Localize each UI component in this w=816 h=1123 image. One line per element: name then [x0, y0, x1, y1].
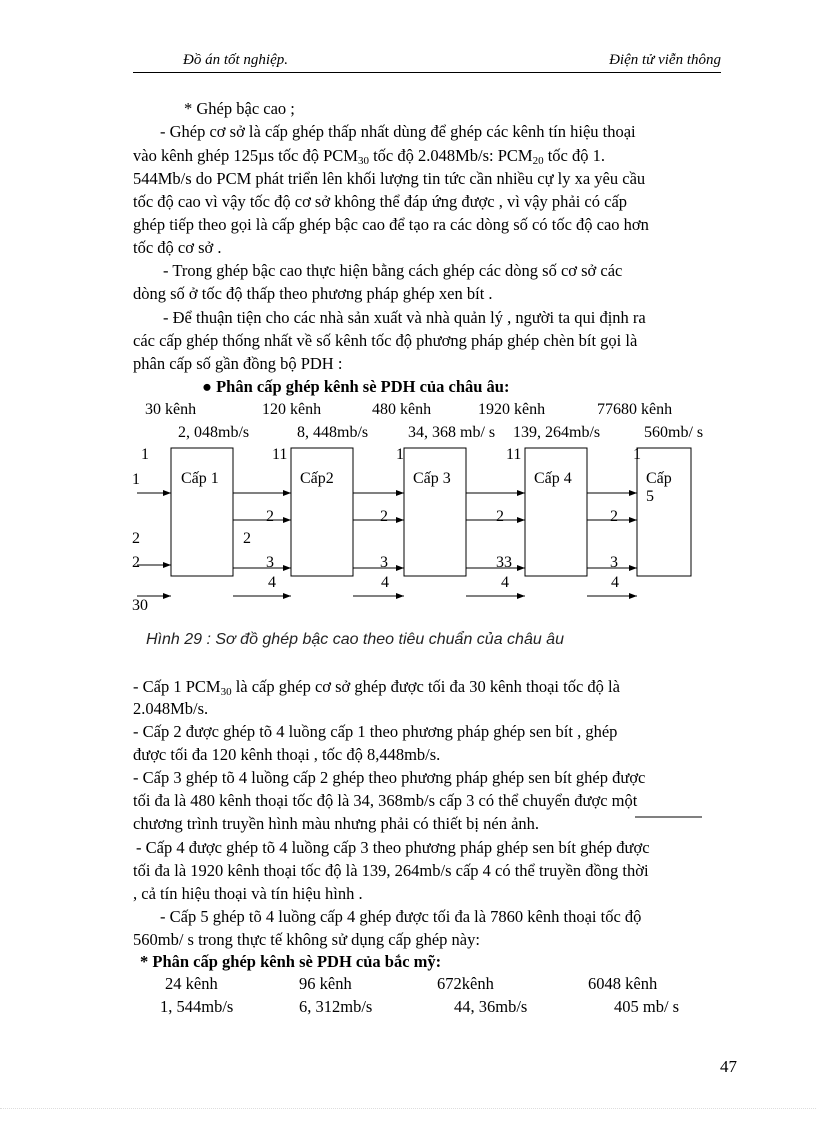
stream-label: 4: [611, 574, 619, 591]
paragraph-line: tối đa là 1920 kênh thoại tốc độ là 139, 264mb/s cấp 4 có thể truyền đồng thời: [133, 861, 649, 880]
stream-label: 11: [506, 446, 522, 463]
us-channel: 6048 kênh: [588, 974, 658, 993]
rate-label: 560mb/ s: [644, 424, 704, 441]
stream-label: 3: [380, 554, 388, 571]
paragraph-line: - Cấp 5 ghép tõ 4 luồng cấp 4 ghép được tối đa là 7860 kênh thoại tốc độ: [160, 907, 642, 926]
stream-label: 3: [266, 554, 274, 571]
channel-label: 77680 kênh: [597, 401, 673, 418]
stream-label: 4: [501, 574, 509, 591]
level-box-label: Cấp 1: [181, 470, 219, 487]
paragraph-line: vào kênh ghép 125µs tốc độ $PCM_{30}$ tốc độ 2.048Mb/s: $PCM_{20}$ tốc độ 1.: [133, 146, 606, 167]
paragraph-line: 2.048Mb/s.: [133, 699, 209, 718]
paragraph-line: dòng số ở tốc độ thấp theo phương pháp ghép xen bít .: [133, 284, 493, 303]
paragraph-line: - Để thuận tiện cho các nhà sản xuất và nhà quản lý , người ta qui định ra: [163, 308, 646, 327]
stream-label: 2: [266, 508, 274, 525]
paragraph-line: - Cấp 4 được ghép tõ 4 luồng cấp 3 theo phương pháp ghép sen bít ghép được: [136, 838, 650, 857]
figure-caption: Hình 29 : Sơ đồ ghép bậc cao theo tiêu chuẩn của châu âu: [146, 631, 564, 648]
paragraph-line: ghép tiếp theo gọi là cấp ghép bậc cao để tạo ra các dòng số có tốc độ cao hơn: [133, 215, 649, 234]
input-label: 30: [132, 597, 148, 614]
us-channel: 672kênh: [437, 974, 494, 993]
channel-label: 1920 kênh: [478, 401, 546, 418]
rate-label: 34, 368 mb/ s: [408, 424, 496, 441]
stream-label: 4: [268, 574, 276, 591]
us-channel: 24 kênh: [165, 974, 218, 993]
us-hierarchy-title: * Phân cấp ghép kênh sè PDH của bắc mỹ:: [140, 952, 442, 971]
paragraph-line: các cấp ghép thống nhất về số kênh tốc độ phương pháp ghép chèn bít gọi là: [133, 331, 638, 350]
rate-label: 139, 264mb/s: [513, 424, 601, 441]
level-box-label: Cấp 3: [413, 470, 451, 487]
level-box-label: Cấp2: [300, 470, 334, 487]
stream-label: 4: [381, 574, 389, 591]
section-heading: * Ghép bậc cao ;: [184, 99, 295, 118]
paragraph-line: 544Mb/s do PCM phát triển lên khối lượng tin tức cần nhiều cự ly xa yêu cầu: [133, 169, 646, 188]
page-number: 47: [720, 1057, 737, 1076]
stream-label: 2: [496, 508, 504, 525]
paragraph-line: phân cấp số gần đồng bộ PDH :: [133, 354, 343, 373]
rate-label: 8, 448mb/s: [297, 424, 369, 441]
stream-label: 2: [380, 508, 388, 525]
input-label: 2: [132, 554, 140, 571]
stream-label: 3: [610, 554, 618, 571]
stream-label: 11: [272, 446, 288, 463]
level-box-3: [404, 448, 466, 576]
level-box-1: [171, 448, 233, 576]
paragraph-line: 560mb/ s trong thực tế không sử dụng cấp ghép này:: [133, 930, 480, 949]
stream-label: 33: [496, 554, 512, 571]
level-box-2: [291, 448, 353, 576]
stream-label: 1: [633, 446, 641, 463]
rate-label: 2, 048mb/s: [178, 424, 250, 441]
level-box-label: Cấp: [646, 470, 672, 487]
input-label: 1: [141, 446, 149, 463]
level-box-5: [637, 448, 691, 576]
paragraph-line: tốc độ cao vì vậy tốc độ cơ sở không thể đáp ứng được , vì vậy phải có cấp: [133, 192, 628, 211]
paragraph-line: tối đa là 480 kênh thoại tốc độ là 34, 368mb/s cấp 3 có thể chuyển được một: [133, 791, 638, 810]
level-box-4: [525, 448, 587, 576]
paragraph-line: - Trong ghép bậc cao thực hiện bằng cách ghép các dòng số cơ sở các: [163, 261, 623, 280]
paragraph-line: tốc độ cơ sở .: [133, 238, 222, 257]
channel-label: 480 kênh: [372, 401, 432, 418]
us-rate: 44, 36mb/s: [454, 997, 528, 1016]
level-box-label: Cấp 4: [534, 470, 572, 487]
paragraph-line: - Cấp 1 $PCM_{30}$ là cấp ghép cơ sở ghép được tối đa 30 kênh thoại tốc độ là: [133, 677, 620, 698]
level-box-label: 5: [646, 488, 654, 505]
us-rate: 1, 544mb/s: [160, 997, 234, 1016]
paragraph-line: chương trình truyền hình màu nhưng phải có thiết bị nén ảnh.: [133, 814, 540, 833]
eu-hierarchy-title: ● Phân cấp ghép kênh sè PDH của châu âu:: [202, 377, 510, 396]
input-label: 2: [243, 530, 251, 547]
paragraph-line: được tối đa 120 kênh thoại , tốc độ 8,448mb/s.: [133, 745, 441, 764]
paragraph-line: , cả tín hiệu thoại và tín hiệu hình .: [133, 884, 363, 903]
input-label: 2: [132, 530, 140, 547]
us-rate: 405 mb/ s: [614, 997, 680, 1016]
stream-label: 1: [396, 446, 404, 463]
us-rate: 6, 312mb/s: [299, 997, 373, 1016]
header-left: Đồ án tốt nghiệp.: [183, 52, 288, 68]
channel-label: 30 kênh: [145, 401, 197, 418]
us-channel: 96 kênh: [299, 974, 352, 993]
stream-label: 2: [610, 508, 618, 525]
input-label: 1: [132, 471, 140, 488]
page-bottom-border: [0, 1108, 816, 1109]
channel-label: 120 kênh: [262, 401, 322, 418]
paragraph-line: - Ghép cơ sở là cấp ghép thấp nhất dùng để ghép các kênh tín hiệu thoại: [160, 122, 636, 141]
header-right: Điện tử viễn thông: [609, 52, 721, 68]
paragraph-line: - Cấp 2 được ghép tõ 4 luồng cấp 1 theo phương pháp ghép sen bít , ghép: [133, 722, 618, 741]
paragraph-line: - Cấp 3 ghép tõ 4 luồng cấp 2 ghép theo phương pháp ghép sen bít ghép được: [133, 768, 646, 787]
